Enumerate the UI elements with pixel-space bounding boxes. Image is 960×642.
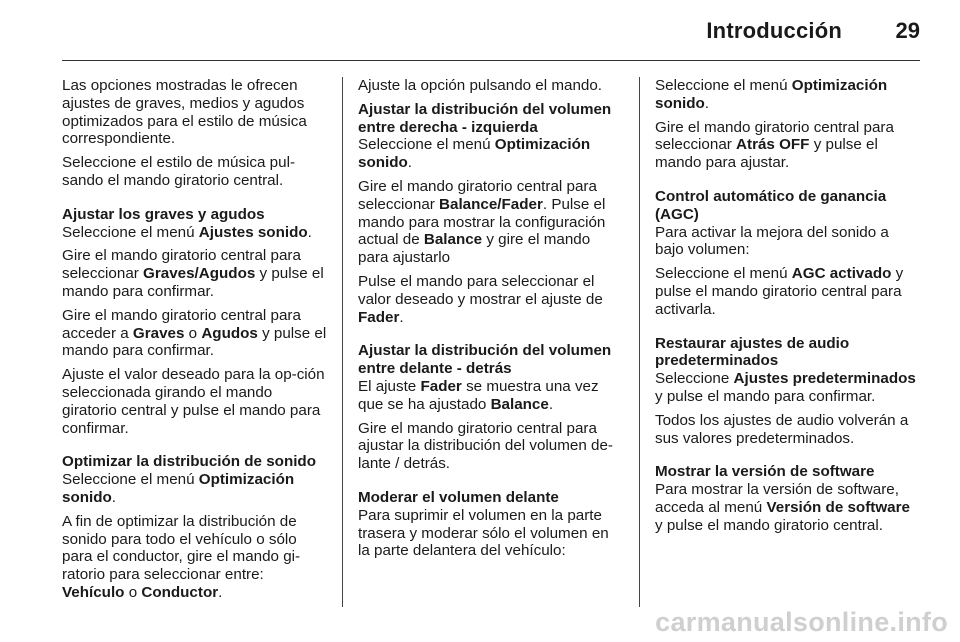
menu-term: Vehículo — [62, 583, 125, 601]
menu-term: Graves/Agudos — [143, 265, 256, 283]
paragraph: Todos los ajustes de audio volverán a sus valores predeterminados. — [655, 411, 909, 447]
paragraph: Seleccione el menú Ajustes sonido. — [62, 223, 312, 241]
paragraph: Seleccione el menú Optimización sonido. — [62, 471, 295, 506]
paragraph: Seleccione el menú Optimización sonido. — [655, 77, 888, 112]
watermark: carmanualsonline.info — [655, 607, 948, 637]
paragraph: Seleccione el menú AGC activado y pulse el mando giratorio central para activarla. — [655, 265, 904, 318]
paragraph: A fin de optimizar la distribución de sonido para todo el vehículo o sólo para el conductor, gire el mando gi-ratorio para seleccionar entre: Vehículo o Conductor. — [62, 512, 301, 601]
page-number: 29 — [895, 18, 920, 43]
paragraph: Seleccione Ajustes predeterminados y pulse el mando para confirmar. — [655, 370, 916, 405]
menu-term: AGC activado — [791, 265, 892, 283]
menu-term: Balance — [423, 231, 483, 249]
menu-term: Ajustes sonido — [198, 223, 308, 241]
page-title: Introducción — [706, 18, 842, 43]
menu-term: Fader — [420, 377, 462, 395]
menu-term: Optimización sonido — [358, 136, 591, 172]
paragraph: Gire el mando giratorio central para seleccionar Balance/Fader. Pulse el mando para mostrar la configuración actual de Balance y gire el mando para ajustarlo — [358, 177, 606, 267]
menu-term: Conductor — [141, 583, 219, 601]
paragraph: Seleccione el estilo de música pul-sando el mando giratorio central. — [62, 154, 295, 189]
paragraph: Para activar la mejora del sonido a bajo volumen: — [655, 223, 889, 259]
section-heading: Mostrar la versión de software — [655, 463, 875, 481]
paragraph: Ajuste el valor deseado para la op-ción seleccionada girando el mando giratorio central y pulse el mando para confirmar. — [62, 366, 325, 437]
text-column-2 — [358, 77, 624, 566]
menu-term: Fader — [358, 308, 400, 326]
column-divider-1 — [342, 77, 343, 607]
paragraph: Gire el mando giratorio central para seleccionar Graves/Agudos y pulse el mando para confirmar. — [62, 247, 324, 300]
paragraph: Para mostrar la versión de software, acceda al menú Versión de software y pulse el mando giratorio central. — [655, 481, 910, 534]
menu-term: Balance — [490, 395, 549, 413]
column-divider-2 — [639, 77, 640, 607]
section-heading: Ajustar la distribución del volumen entre derecha - izquierda — [358, 100, 612, 136]
text-column-3 — [655, 77, 920, 541]
section-heading: Control automático de ganancia (AGC) — [655, 187, 887, 223]
section-heading: Restaurar ajustes de audio predeterminados — [655, 334, 850, 370]
section-heading: Moderar el volumen delante — [358, 488, 559, 506]
paragraph: Gire el mando giratorio central para acceder a Graves o Agudos y pulse el mando para confirmar. — [62, 306, 327, 360]
menu-term: Optimización sonido — [62, 471, 295, 506]
header-divider — [62, 60, 920, 61]
menu-term: Versión de software — [766, 498, 910, 516]
menu-term: Graves — [132, 324, 185, 342]
paragraph: Para suprimir el volumen en la parte trasera y moderar sólo el volumen en la parte delantera del vehículo: — [358, 506, 609, 560]
section-heading: Optimizar la distribución de sonido — [62, 453, 316, 471]
menu-term: Agudos — [201, 324, 258, 342]
paragraph: El ajuste Fader se muestra una vez que se ha ajustado Balance. — [358, 377, 599, 413]
menu-term: Balance/Fader — [439, 195, 543, 213]
paragraph: Ajuste la opción pulsando el mando. — [358, 77, 603, 94]
section-heading: Ajustar la distribución del volumen entre delante - detrás — [358, 342, 612, 378]
menu-term: Atrás OFF — [736, 136, 810, 154]
menu-term: Optimización sonido — [655, 77, 888, 112]
paragraph: Gire el mando giratorio central para ajustar la distribución del volumen de-lante / detrás. — [358, 419, 613, 473]
section-heading: Ajustar los graves y agudos — [62, 205, 265, 223]
text-column-1 — [62, 77, 328, 608]
paragraph: Seleccione el menú Optimización sonido. — [358, 136, 591, 172]
paragraph: Gire el mando giratorio central para seleccionar Atrás OFF y pulse el mando para ajustar. — [655, 118, 894, 172]
paragraph: Pulse el mando para seleccionar el valor deseado y mostrar el ajuste de Fader. — [358, 272, 603, 326]
menu-term: Ajustes predeterminados — [733, 370, 916, 388]
paragraph: Las opciones mostradas le ofrecen ajustes de graves, medios y agudos optimizados para el estilo de música correspondiente. — [62, 77, 307, 148]
